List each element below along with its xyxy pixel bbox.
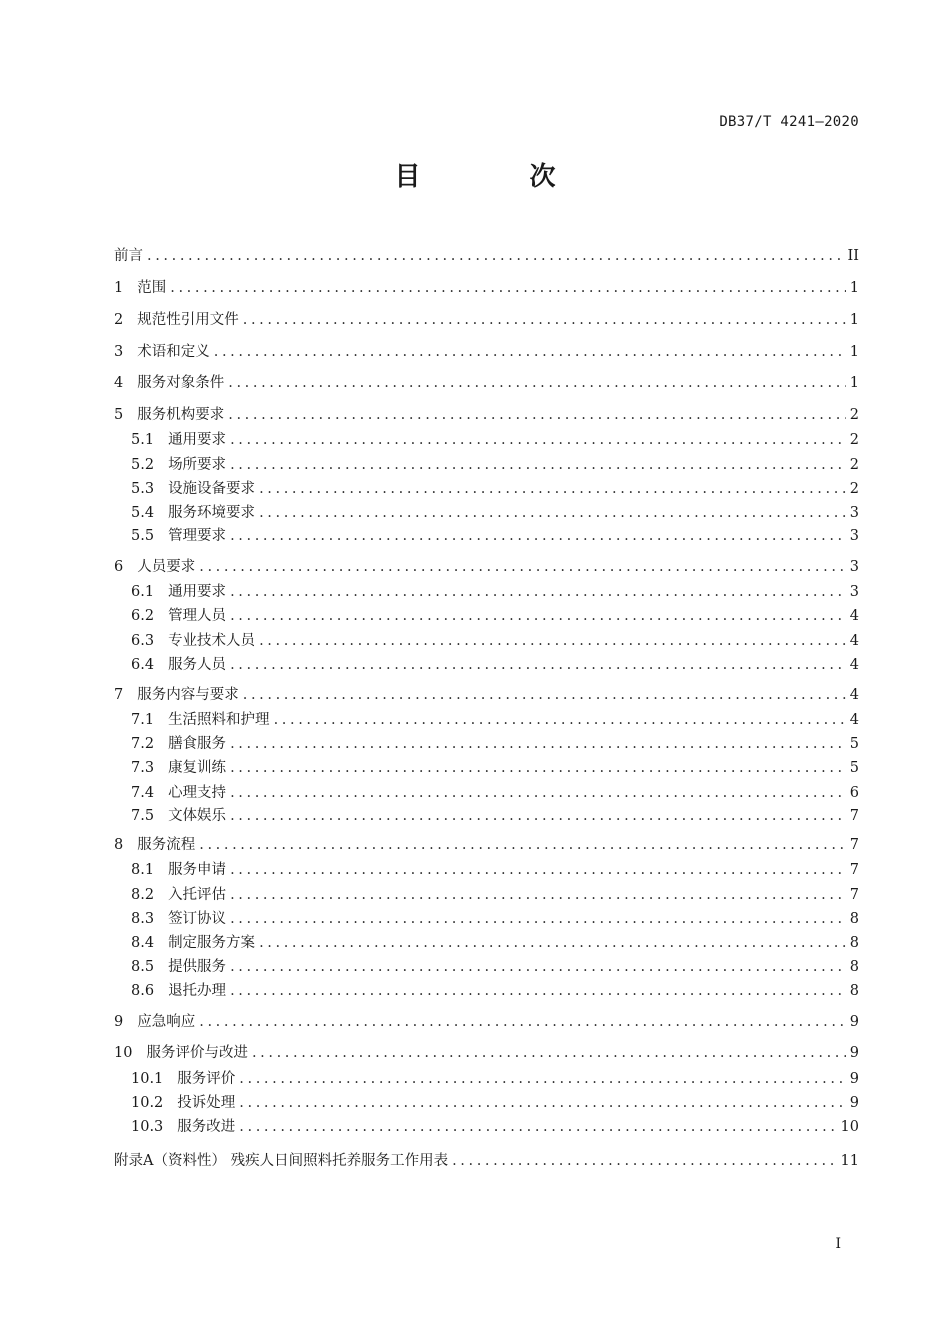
- toc-leader-dots: [230, 956, 846, 978]
- toc-entry[interactable]: [131, 525, 859, 547]
- toc-entry-number: 10.3: [131, 1119, 164, 1135]
- toc-entry-label: 管理要求: [168, 528, 227, 544]
- toc-entry[interactable]: [114, 372, 859, 394]
- toc-entry[interactable]: [114, 245, 859, 267]
- toc-entry-label: 规范性引用文件: [137, 312, 239, 328]
- toc-leader-dots: [147, 245, 844, 267]
- toc-leader-dots: [230, 733, 846, 755]
- toc-entry[interactable]: [131, 859, 859, 881]
- toc-leader-dots: [228, 404, 846, 426]
- toc-leader-dots: [452, 1150, 836, 1172]
- toc-entry[interactable]: [131, 478, 859, 500]
- toc-entry-page: 1: [849, 312, 859, 328]
- toc-entry-label: 服务环境要求: [168, 505, 256, 521]
- toc-entry-label: 膳食服务: [168, 736, 227, 752]
- toc-entry-page: 9: [849, 1014, 859, 1030]
- toc-entry-label: 服务改进: [177, 1119, 236, 1135]
- toc-entry-number: 8.5: [131, 959, 155, 975]
- toc-entry[interactable]: [114, 341, 859, 363]
- toc-entry-number: 9: [114, 1014, 124, 1030]
- toc-entry-page: 8: [849, 959, 859, 975]
- toc-entry-number: 7.1: [131, 712, 155, 728]
- toc-entry-page: 4: [849, 712, 859, 728]
- toc-entry-page: 8: [849, 935, 859, 951]
- toc-entry-number: 5.1: [131, 432, 155, 448]
- toc-entry-page: 7: [849, 837, 859, 853]
- toc-leader-dots: [199, 1011, 846, 1033]
- toc-entry-page: 10: [840, 1119, 859, 1135]
- toc-entry-label: 通用要求: [168, 584, 227, 600]
- toc-entry-label: 术语和定义: [137, 344, 210, 360]
- toc-entry-number: 6.3: [131, 633, 155, 649]
- toc-entry-page: 8: [849, 911, 859, 927]
- toc-entry-number: 6.2: [131, 608, 155, 624]
- toc-entry-number: 5.3: [131, 481, 155, 497]
- toc-entry[interactable]: [131, 733, 859, 755]
- toc-entry-label: 服务机构要求: [137, 407, 225, 423]
- toc-entry[interactable]: [131, 932, 859, 954]
- toc-entry-label: 通用要求: [168, 432, 227, 448]
- standard-code: DB37/T 4241—2020: [719, 114, 859, 130]
- toc-entry-number: 5.2: [131, 457, 155, 473]
- toc-entry-label: 人员要求: [137, 559, 196, 575]
- toc-leader-dots: [239, 1116, 836, 1138]
- toc-leader-dots: [199, 834, 846, 856]
- toc-entry-number: 8.1: [131, 862, 155, 878]
- toc-entry-label: 文体娱乐: [168, 808, 227, 824]
- toc-entry[interactable]: [131, 1116, 859, 1138]
- toc-entry-page: 6: [849, 785, 859, 801]
- toc-leader-dots: [230, 908, 846, 930]
- toc-entry[interactable]: [114, 684, 859, 706]
- toc-entry-label: 签订协议: [168, 911, 227, 927]
- toc-leader-dots: [230, 581, 846, 603]
- toc-entry-page: 11: [840, 1153, 859, 1169]
- toc-entry[interactable]: [131, 980, 859, 1002]
- toc-entry[interactable]: [114, 556, 859, 578]
- toc-entry-label: 服务评价与改进: [146, 1045, 248, 1061]
- toc-entry[interactable]: [131, 654, 859, 676]
- toc-entry-page: 8: [849, 983, 859, 999]
- toc-entry-number: 2: [114, 312, 124, 328]
- toc-entry-label: 专业技术人员: [168, 633, 256, 649]
- toc-entry-page: 9: [849, 1045, 859, 1061]
- toc-entry-page: 1: [849, 344, 859, 360]
- toc-leader-dots: [230, 859, 846, 881]
- toc-entry-number: 7.3: [131, 760, 155, 776]
- toc-entry[interactable]: [131, 605, 859, 627]
- toc-entry-page: 2: [849, 457, 859, 473]
- toc-leader-dots: [230, 757, 846, 779]
- toc-leader-dots: [252, 1042, 846, 1064]
- toc-entry[interactable]: [131, 884, 859, 906]
- toc-entry-page: 4: [849, 608, 859, 624]
- toc-entry-number: 7.4: [131, 785, 155, 801]
- toc-leader-dots: [274, 709, 846, 731]
- toc-leader-dots: [170, 277, 846, 299]
- toc-entry-label: 服务申请: [168, 862, 227, 878]
- toc-entry[interactable]: [131, 757, 859, 779]
- toc-entry-page: 7: [849, 808, 859, 824]
- toc-entry-label: 生活照料和护理: [168, 712, 270, 728]
- toc-entry[interactable]: [114, 1011, 859, 1033]
- toc-leader-dots: [228, 372, 846, 394]
- toc-entry-number: 10: [114, 1045, 133, 1061]
- toc-entry[interactable]: [131, 1092, 859, 1114]
- toc-entry-label: 服务内容与要求: [137, 687, 239, 703]
- toc-entry[interactable]: [131, 805, 859, 827]
- toc-entry-label: 附录A（资料性） 残疾人日间照料托养服务工作用表: [114, 1153, 449, 1169]
- toc-entry-page: 9: [849, 1071, 859, 1087]
- toc-entry-number: 10.1: [131, 1071, 164, 1087]
- toc-entry-label: 服务对象条件: [137, 375, 225, 391]
- toc-entry-number: 6.1: [131, 584, 155, 600]
- toc-entry-label: 制定服务方案: [168, 935, 256, 951]
- toc-entry-label: 退托办理: [168, 983, 227, 999]
- toc-entry-page: 2: [849, 407, 859, 423]
- toc-leader-dots: [230, 454, 846, 476]
- toc-entry-page: 2: [849, 481, 859, 497]
- page-folio: I: [835, 1236, 841, 1252]
- toc-leader-dots: [230, 782, 846, 804]
- toc-leader-dots: [230, 605, 846, 627]
- toc-entry[interactable]: [131, 454, 859, 476]
- toc-entry-number: 8: [114, 837, 124, 853]
- toc-entry-number: 4: [114, 375, 124, 391]
- toc-entry[interactable]: [131, 630, 859, 652]
- toc-leader-dots: [243, 309, 846, 331]
- toc-entry-page: 4: [849, 657, 859, 673]
- toc-entry-label: 服务流程: [137, 837, 196, 853]
- toc-entry-page: II: [847, 248, 859, 264]
- toc-entry-page: 2: [849, 432, 859, 448]
- toc-entry-number: 7.2: [131, 736, 155, 752]
- toc-entry-label: 提供服务: [168, 959, 227, 975]
- toc-entry-page: 3: [849, 505, 859, 521]
- toc-entry-number: 5.5: [131, 528, 155, 544]
- toc-leader-dots: [214, 341, 846, 363]
- toc-entry-page: 3: [849, 584, 859, 600]
- toc-title: 目 次: [394, 162, 606, 192]
- toc-leader-dots: [230, 980, 846, 1002]
- toc-entry-number: 7: [114, 687, 124, 703]
- toc-entry-page: 5: [849, 736, 859, 752]
- toc-entry-number: 6.4: [131, 657, 155, 673]
- toc-entry[interactable]: [131, 709, 859, 731]
- toc-entry-page: 9: [849, 1095, 859, 1111]
- toc-entry[interactable]: [131, 956, 859, 978]
- toc-entry[interactable]: [114, 277, 859, 299]
- toc-entry-page: 7: [849, 862, 859, 878]
- toc-entry-number: 6: [114, 559, 124, 575]
- toc-entry-page: 1: [849, 280, 859, 296]
- toc-entry[interactable]: [131, 1068, 859, 1090]
- toc-entry-page: 3: [849, 559, 859, 575]
- toc-leader-dots: [230, 805, 846, 827]
- toc-entry-label: 管理人员: [168, 608, 227, 624]
- toc-entry-label: 范围: [137, 280, 167, 296]
- toc-leader-dots: [259, 932, 846, 954]
- toc-entry[interactable]: [114, 834, 859, 856]
- toc-entry-page: 1: [849, 375, 859, 391]
- toc-entry-number: 8.3: [131, 911, 155, 927]
- toc-leader-dots: [259, 630, 846, 652]
- toc-entry[interactable]: [114, 1042, 859, 1064]
- toc-leader-dots: [239, 1092, 845, 1114]
- toc-entry-label: 投诉处理: [177, 1095, 236, 1111]
- toc-entry-number: 10.2: [131, 1095, 164, 1111]
- toc-entry-label: 应急响应: [137, 1014, 196, 1030]
- toc-entry-number: 7.5: [131, 808, 155, 824]
- toc-entry[interactable]: [114, 309, 859, 331]
- toc-entry[interactable]: [114, 1150, 859, 1172]
- toc-entry-number: 1: [114, 280, 124, 296]
- toc-entry-number: 8.6: [131, 983, 155, 999]
- toc-entry-label: 场所要求: [168, 457, 227, 473]
- toc-leader-dots: [230, 884, 846, 906]
- toc-leader-dots: [259, 502, 846, 524]
- toc-entry-label: 入托评估: [168, 887, 227, 903]
- toc-entry-label: 前言: [114, 248, 143, 264]
- toc-entry-number: 8.4: [131, 935, 155, 951]
- toc-entry-page: 5: [849, 760, 859, 776]
- toc-entry-number: 5.4: [131, 505, 155, 521]
- toc-entry[interactable]: [114, 404, 859, 426]
- toc-entry[interactable]: [131, 429, 859, 451]
- toc-entry-number: 8.2: [131, 887, 155, 903]
- toc-leader-dots: [259, 478, 846, 500]
- toc-leader-dots: [230, 654, 846, 676]
- toc-entry[interactable]: [131, 502, 859, 524]
- toc-entry-page: 3: [849, 528, 859, 544]
- toc-entry[interactable]: [131, 782, 859, 804]
- toc-entry[interactable]: [131, 581, 859, 603]
- toc-entry-number: 3: [114, 344, 124, 360]
- toc-entry-page: 4: [849, 633, 859, 649]
- toc-entry-label: 服务评价: [177, 1071, 236, 1087]
- toc-entry-page: 7: [849, 887, 859, 903]
- toc-entry-label: 心理支持: [168, 785, 227, 801]
- toc-entry[interactable]: [131, 908, 859, 930]
- toc-entry-label: 设施设备要求: [168, 481, 256, 497]
- toc-leader-dots: [243, 684, 846, 706]
- toc-leader-dots: [239, 1068, 845, 1090]
- toc-leader-dots: [230, 525, 846, 547]
- toc-leader-dots: [230, 429, 846, 451]
- toc-leader-dots: [199, 556, 846, 578]
- toc-entry-page: 4: [849, 687, 859, 703]
- toc-entry-number: 5: [114, 407, 124, 423]
- toc-entry-label: 服务人员: [168, 657, 227, 673]
- toc-entry-label: 康复训练: [168, 760, 227, 776]
